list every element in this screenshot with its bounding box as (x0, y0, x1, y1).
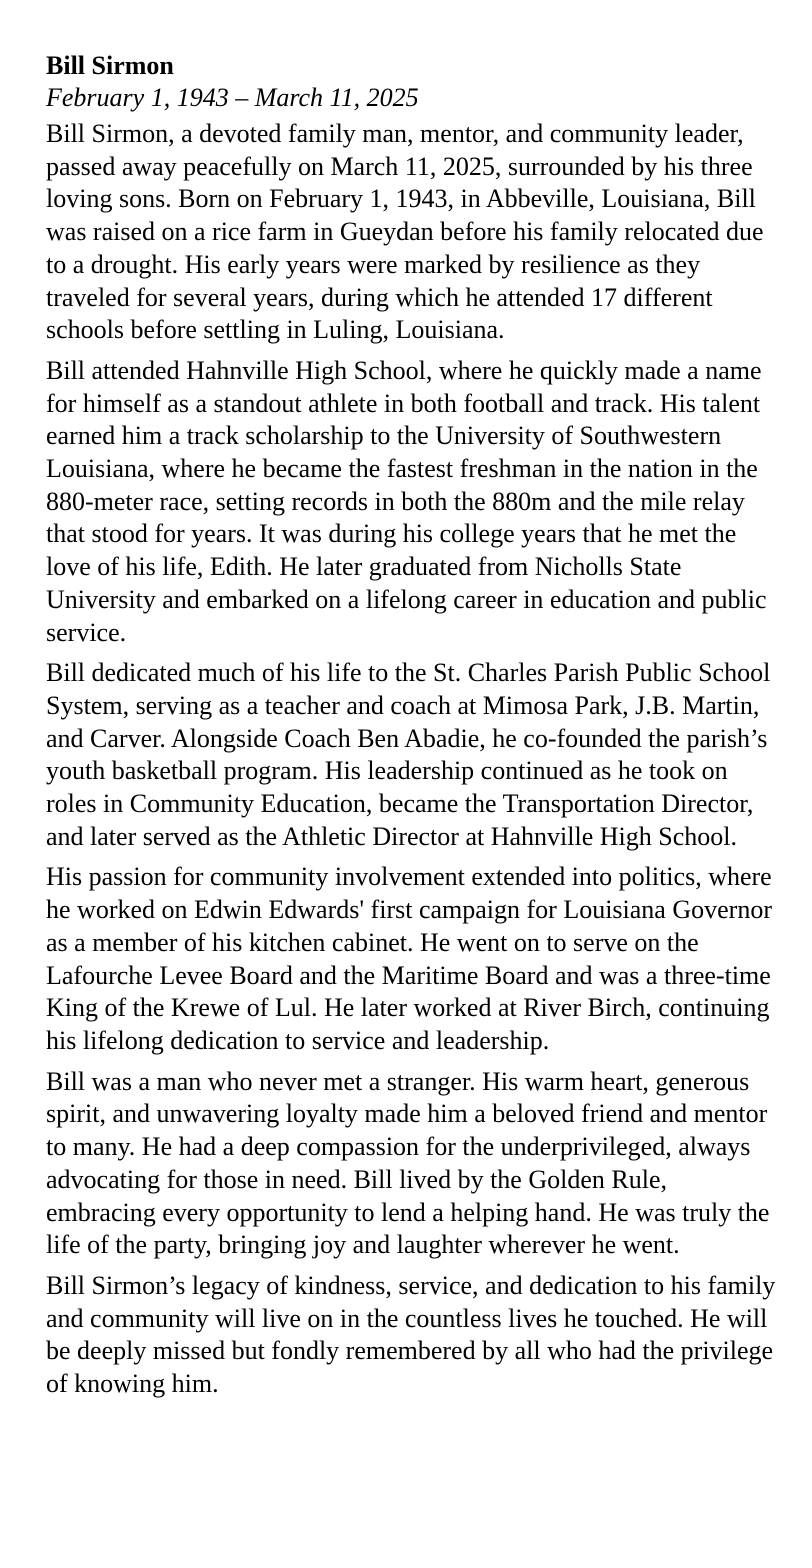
paragraph-politics-service: His passion for community involvement extended into politics, where he worked on Edwin Edwards' first campaign for Louisiana Governor as a member of his kitchen cabinet. He went on to serve on the Lafourche Levee Board and the Maritime Board and was a three-time King of the Krewe of Lul. He later worked at River Birch, continuing his lifelong dedication to service and leadership. (46, 862, 772, 1055)
obituary-name: Bill Sirmon (46, 51, 174, 80)
paragraph-legacy: Bill Sirmon’s legacy of kindness, service, and dedication to his family and community will live on in the countless lives he touched. He will be deeply missed but fondly remembered by all who had the privilege of knowing him. (46, 1270, 776, 1399)
paragraph-athletics-education: Bill attended Hahnville High School, where he quickly made a name for himself as a standout athlete in both football and track. His talent earned him a track scholarship to the University of Southwestern Louisiana, where he became the fastest freshman in the nation in the 880-meter race, setting records in both the 880m and the mile relay that stood for years. It was during his college years that he met the love of his life, Edith. He later graduated from Nicholls State University and embarked on a lifelong career in education and public service. (46, 355, 767, 647)
life-dates: February 1, 1943 – March 11, 2025 (46, 83, 419, 112)
paragraph-early-life: Bill Sirmon, a devoted family man, mentor, and community leader, passed away peacefully on March 11, 2025, surrounded by his three loving sons. Born on February 1, 1943, in Abbeville, Louisiana, Bill was raised on a rice farm in Gueydan before his family relocated due to a drought. His early years were marked by resilience as they traveled for several years, during which he attended 17 different schools before settling in Luling, Louisiana. (46, 119, 764, 345)
paragraph-character: Bill was a man who never met a stranger. His warm heart, generous spirit, and unwavering loyalty made him a beloved friend and mentor to many. He had a deep compassion for the underprivileged, always advocating for those in need. Bill lived by the Golden Rule, embracing every opportunity to lend a helping hand. He was truly the life of the party, bringing joy and laughter wherever he went. (46, 1066, 770, 1260)
paragraph-career: Bill dedicated much of his life to the St. Charles Parish Public School System, serving as a teacher and coach at Mimosa Park, J.B. Martin, and Carver. Alongside Coach Ben Abadie, he co-founded the parish’s youth basketball program. His leadership continued as he took on roles in Community Education, became the Transportation Director, and later served as the Athletic Director at Hahnville High School. (46, 658, 771, 851)
